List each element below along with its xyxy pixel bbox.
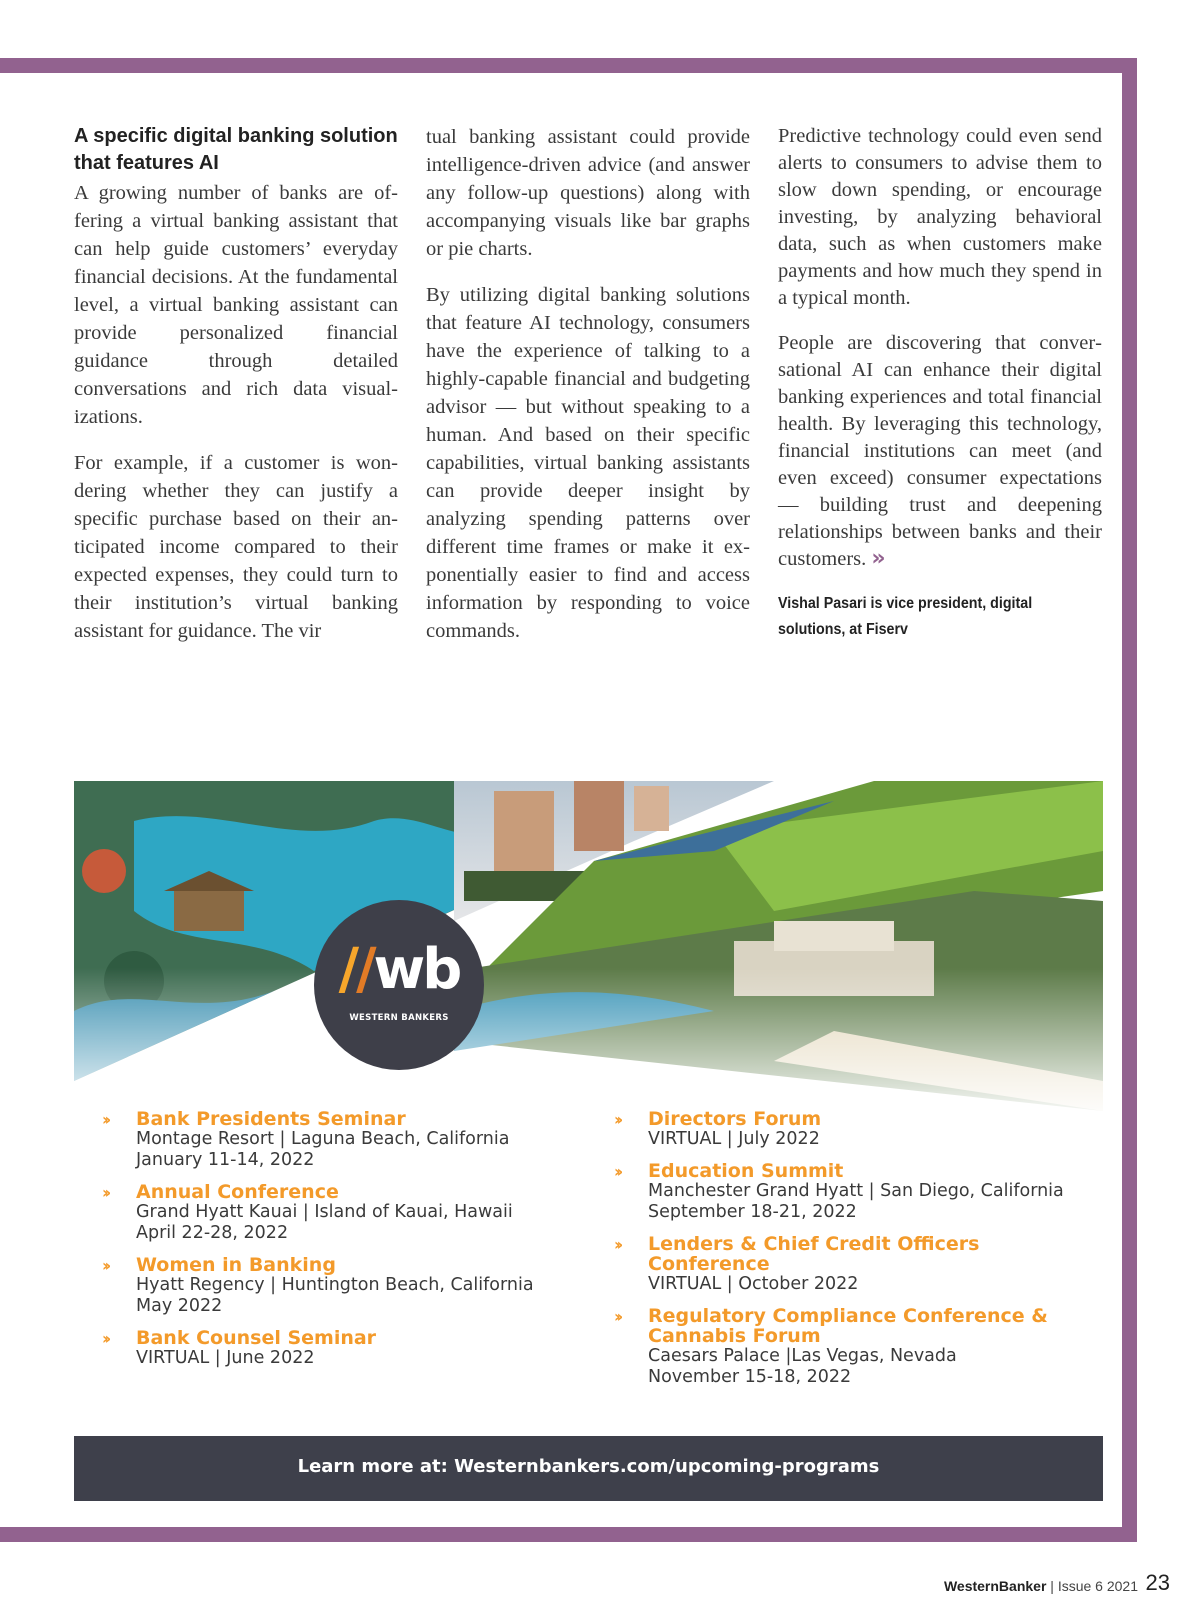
logo-subtitle: WESTERN BANKERS (349, 1013, 449, 1023)
event-venue: Montage Resort | Laguna Beach, California (136, 1129, 510, 1149)
arrow-icon: ›› (102, 1329, 108, 1348)
event-venue: Caesars Palace |Las Vegas, Nevada (648, 1346, 957, 1366)
article-paragraph (778, 330, 1102, 573)
author-byline: Vishal Pasari is vice president, digital solutions, at Fiserv (778, 595, 1033, 638)
learn-more-link[interactable]: Learn more at: Westernbankers.com/upcoming-programs (297, 1456, 880, 1477)
event-name: Women in Banking (136, 1254, 336, 1276)
article-paragraph: tual banking assistant could provide intelligence-driven advice (and answer any follow-up questions) along with accompanying visuals like bar graphs or pie charts. (426, 126, 750, 260)
event-item (102, 1182, 582, 1244)
publication-name: WesternBanker (943, 1578, 1047, 1594)
event-venue: Manchester Grand Hyatt | San Diego, California (648, 1181, 1064, 1201)
event-name: Regulatory Compliance Conference & Cannabis Forum (648, 1305, 1048, 1347)
arrow-icon: ›› (614, 1162, 620, 1181)
article-paragraph-text: People are discovering that conversational AI can enhance their digital banking experiences and total financial health. By leveraging this technology, financial institutions can meet (and even exceed) consumer expectations — building trust and deepening relationships between banks and their customers. (778, 332, 1102, 570)
event-name: Directors Forum (648, 1108, 822, 1130)
western-bankers-ad[interactable] (74, 781, 1103, 1501)
event-date: September 18-21, 2022 (648, 1202, 857, 1222)
event-item (102, 1109, 582, 1171)
events-list-right (614, 1109, 1094, 1399)
ad-photo-collage (74, 781, 1103, 1121)
western-bankers-logo (314, 900, 484, 1070)
event-name: Bank Counsel Seminar (136, 1327, 377, 1349)
event-date: November 15-18, 2022 (648, 1367, 852, 1387)
event-item (614, 1234, 1094, 1295)
arrow-icon: ›› (102, 1256, 108, 1275)
event-venue: VIRTUAL | October 2022 (648, 1274, 859, 1294)
event-name: Lenders & Chief Credit Officers Conference (648, 1233, 980, 1275)
event-name: Bank Presidents Seminar (136, 1108, 406, 1130)
article-paragraph: For example, if a customer is wondering whether they can justify a specific purchase based on their anticipated income compared to their expected expenses, they could turn to their institution’s virtual banking assistant for guidance. The vir (74, 452, 398, 642)
event-venue: VIRTUAL | July 2022 (648, 1129, 820, 1149)
end-mark-icon: » (871, 546, 886, 571)
event-item (614, 1306, 1094, 1388)
article-paragraph: Predictive technology could even send alerts to consumers to advise them to slow down spending, or encourage investing, by analyzing behavioral data, such as when customers make payments and how much they spend in a typical month. (778, 125, 1102, 309)
ad-footer-bar[interactable] (74, 1436, 1103, 1501)
event-item (102, 1255, 582, 1317)
event-item (102, 1328, 582, 1369)
arrow-icon: ›› (102, 1110, 108, 1129)
issue-label: | Issue 6 2021 (1046, 1578, 1138, 1594)
article-column-1 (74, 123, 398, 663)
event-venue: Grand Hyatt Kauai | Island of Kauai, Hawaii (136, 1202, 513, 1222)
event-date: May 2022 (136, 1296, 223, 1316)
article-headline: A specific digital banking solution that features AI (74, 125, 398, 174)
event-date: January 11-14, 2022 (136, 1150, 315, 1170)
arrow-icon: ›› (614, 1307, 620, 1326)
arrow-icon: ›› (614, 1110, 620, 1129)
article-column-2 (426, 123, 750, 663)
event-item (614, 1161, 1094, 1223)
event-name: Annual Conference (136, 1181, 339, 1203)
page-number: 23 (1145, 1570, 1170, 1595)
event-venue: Hyatt Regency | Huntington Beach, California (136, 1275, 534, 1295)
logo-mark: //wb (338, 937, 460, 1002)
event-venue: VIRTUAL | June 2022 (136, 1348, 315, 1368)
article-paragraph: A growing number of banks are offering a virtual banking assistant that can help guide customers’ everyday financial decisions. At the fundamental level, a virtual banking assistant can provide personalized financial guidance through detailed conversations and rich data visualizations. (74, 182, 398, 428)
arrow-icon: ›› (614, 1235, 620, 1254)
event-name: Education Summit (648, 1160, 844, 1182)
article-paragraph: By utilizing digital banking solutions that feature AI technology, consumers have the experience of talking to a highly-capable financial and budgeting advisor — but without speaking to a human. And based on their specific capabilities, virtual banking assistants can provide deeper insight by analyzing spending patterns over different time frames or make it exponentially easier to find and access information by responding to voice commands. (426, 284, 750, 642)
event-item (614, 1109, 1094, 1150)
article-column-3 (778, 123, 1102, 643)
folio (944, 1578, 1138, 1594)
events-list-left (102, 1109, 582, 1380)
arrow-icon: ›› (102, 1183, 108, 1202)
event-date: April 22-28, 2022 (136, 1223, 289, 1243)
